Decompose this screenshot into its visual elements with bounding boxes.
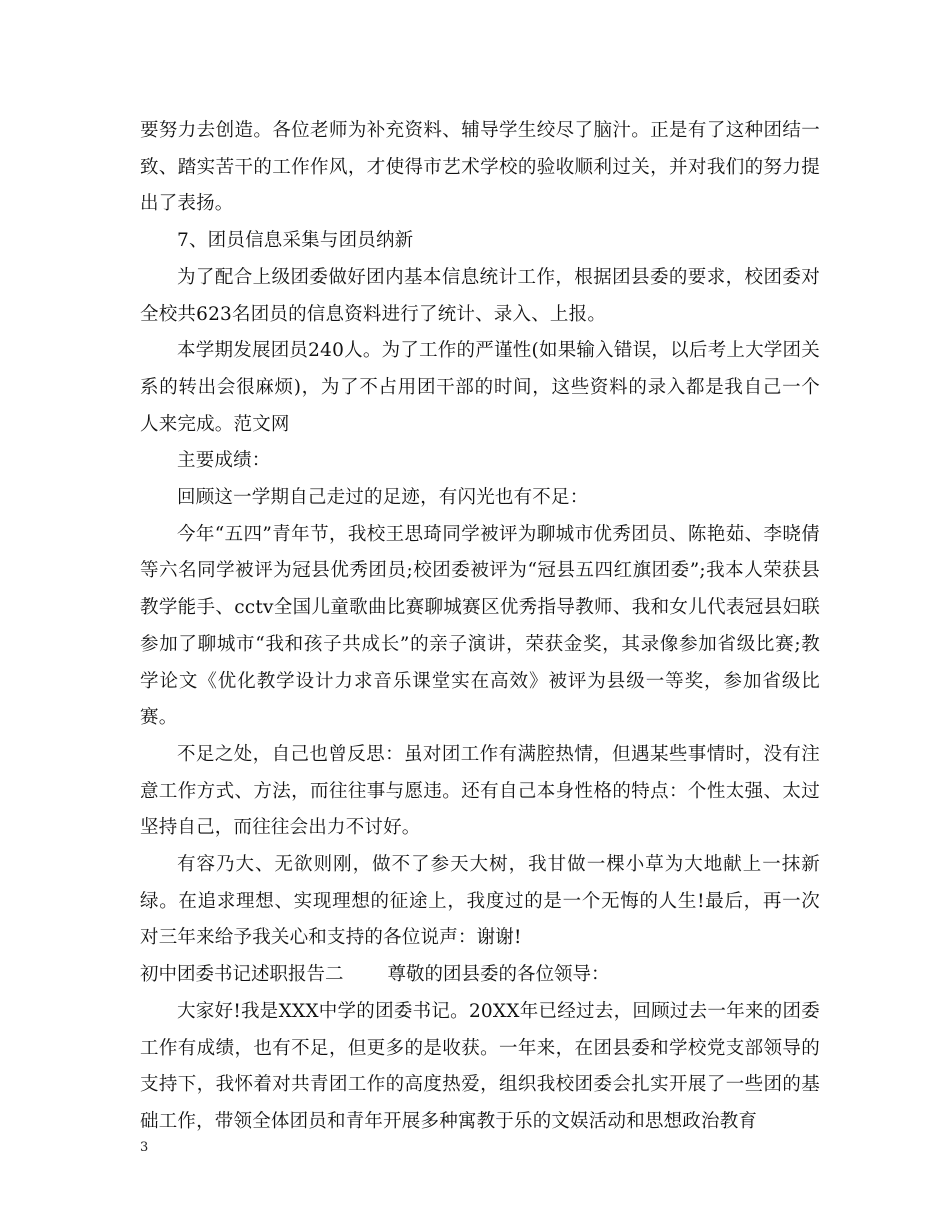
- paragraph-8: 大家好!我是XXX中学的团委书记。20XX年已经过去，回顾过去一年来的团委工作有成绩，也有不足，但更多的是收获。一年来，在团县委和学校党支部领导的支持下，我怀着对共青团工作的高度热爱，组织我校团委会扎实开展了一些团的基础工作，带领全体团员和青年开展多种寓教于乐的文娱活动和思想政治教育: [140, 1000, 820, 1132]
- achievements-heading: 主要成绩：: [177, 450, 271, 472]
- paragraph-6: 不足之处，自己也曾反思：虽对团工作有满腔热情，但遇某些事情时，没有注意工作方式、方法，而往往事与愿违。还有自己本身性格的特点：个性太强、太过坚持自己，而往往会出力不讨好。: [140, 743, 820, 839]
- report-title-line: [140, 957, 820, 994]
- salutation: 尊敬的团县委的各位领导：: [387, 964, 610, 986]
- paragraph-1: 要努力去创造。各位老师为补充资料、辅导学生绞尽了脑汁。正是有了这种团结一致、踏实苦干的工作作风，才使得市艺术学校的验收顺利过关，并对我们的努力提出了表扬。: [140, 120, 820, 215]
- document-body: [140, 113, 820, 1141]
- paragraph-2: 为了配合上级团委做好团内基本信息统计工作，根据团县委的要求，校团委对全校共623名团员的信息资料进行了统计、录入、上报。: [140, 266, 820, 325]
- paragraph-5: 今年“五四”青年节，我校王思琦同学被评为聊城市优秀团员、陈艳茹、李晓倩等六名同学被评为冠县优秀团员;校团委被评为“冠县五四红旗团委”;我本人荣获县教学能手、cctv全国儿童歌曲比赛聊城赛区优秀指导教师、我和女儿代表冠县妇联参加了聊城市“我和孩子共成长”的亲子演讲，荣获金奖，其录像参加省级比赛;教学论文《优化教学设计力求音乐课堂实在高效》被评为县级一等奖，参加省级比赛。: [140, 523, 820, 729]
- section-heading-7: 7、团员信息采集与团员纳新: [177, 230, 414, 252]
- paragraph-4: 回顾这一学期自己走过的足迹，有闪光也有不足：: [177, 487, 589, 509]
- paragraph-7: 有容乃大、无欲则刚，做不了参天大树，我甘做一棵小草为大地献上一抹新绿。在追求理想、实现理想的征途上，我度过的是一个无悔的人生!最后，再一次对三年来给予我关心和支持的各位说声：谢谢!: [140, 854, 820, 949]
- page-number: 3: [140, 1140, 149, 1155]
- report-title: 初中团委书记述职报告二: [140, 964, 344, 986]
- paragraph-3: 本学期发展团员240人。为了工作的严谨性(如果输入错误，以后考上大学团关系的转出会很麻烦)，为了不占用团干部的时间，这些资料的录入都是我自己一个人来完成。范文网: [140, 340, 820, 435]
